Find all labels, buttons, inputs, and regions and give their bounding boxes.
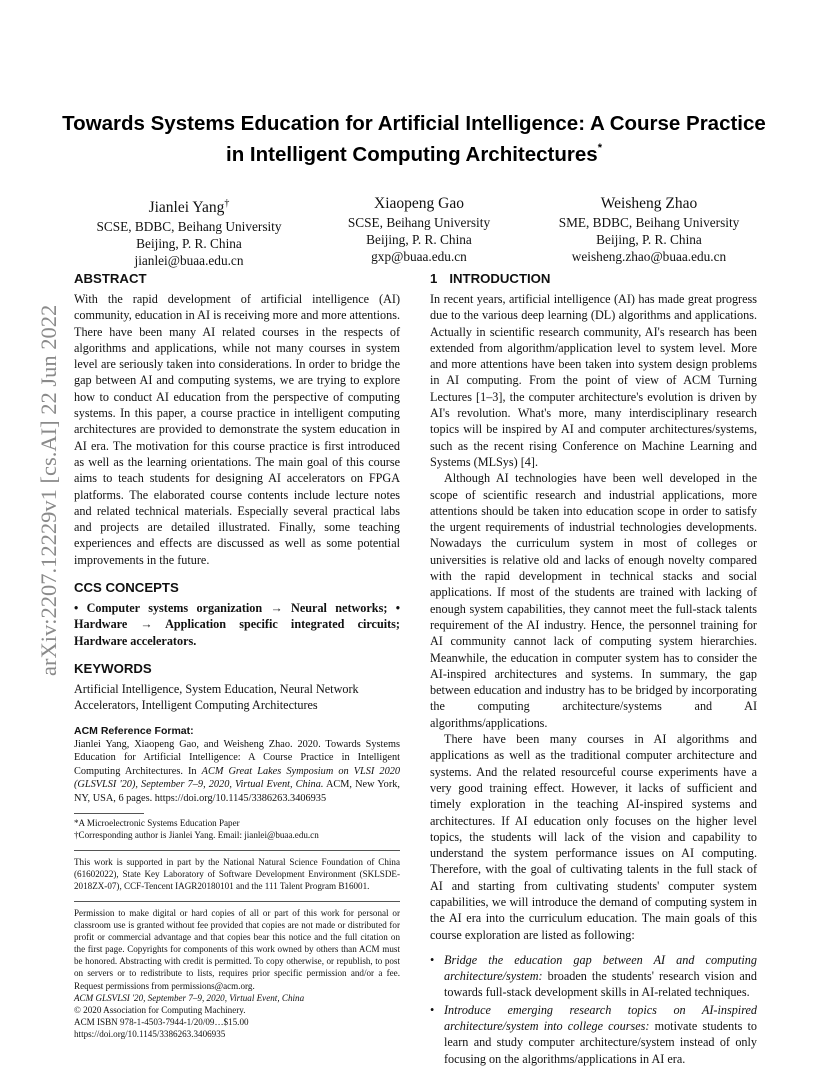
intro-heading: 1 INTRODUCTION xyxy=(430,271,551,286)
author-affiliation: SCSE, Beihang University xyxy=(347,215,491,230)
author-affiliation: SME, BDBC, Beihang University xyxy=(558,215,740,230)
author-name: Xiaopeng Gao xyxy=(374,195,464,212)
reference-format-text: Jianlei Yang, Xiaopeng Gao, and Weisheng Zhao. 2020. Towards Systems Education for Artificial Intelligence: A Course Practice in Intelligent Computing Architectures. In ACM Great Lakes Symposium on VLSI 2020 (GLSVLSI '20), September 7–9, 2020, Virtual Event, China. ACM, New York, NY, USA, 6 pages. https://doi.org/10.1145/3386263.3406935 xyxy=(74,738,401,804)
ccs-text: • Computer systems organization → Neural networks; • Hardware → Application specific integrated circuits; Hardware accelerators. xyxy=(74,601,400,648)
conference-line: ACM GLSVLSI '20, September 7–9, 2020, Virtual Event, China xyxy=(74,992,305,1003)
reference-venue: ACM Great Lakes Symposium on VLSI 2020 (GLSVLSI '20), September 7–9, 2020, Virtual Event, China. xyxy=(74,765,401,791)
left-column xyxy=(74,270,400,1040)
doi-line: https://doi.org/10.1145/3386263.3406935 xyxy=(74,1028,226,1039)
funding-rule xyxy=(74,850,400,851)
reference-format-heading: ACM Reference Format: xyxy=(74,724,194,737)
author-email: jianlei@buaa.edu.cn xyxy=(134,253,244,269)
paper-title xyxy=(60,110,768,168)
funding-note: This work is supported in part by the National Natural Science Foundation of China (61602022), State Key Laboratory of Software Development Environment (SKLSDE-2018ZX-07), CCF-Tencent IAGR20180101 and the 111 Talent Program B16001. xyxy=(74,856,400,891)
abstract-text: With the rapid development of artificial intelligence (AI) community, education in AI is receiving more and more attentions. There have been many AI related courses in the respects of algorithms and applications, while not many courses in system level are seriously taken into considerations. In order to bridge the gap between AI and computing systems, we are trying to explore how to conduct AI education from the perspective of computing systems. In this paper, a course practice in intelligent computing architectures are provided to demonstrate the system education in AI era. The motivation for this course practice is first introduced as well as the learning orientations. The main goal of this course aims to teach students for designing AI accelerators on FPGA platforms. The elaborated course contents include lecture notes and related technical materials. Especially several practical labs and projects are detailed illustrated. Finally, some teaching experiences and effects are discussed as well as some potential improvements in the future. xyxy=(74,292,400,567)
isbn-line: ACM ISBN 978-1-4503-7944-1/20/09…$15.00 xyxy=(74,1016,249,1027)
keywords-text: Artificial Intelligence, System Education, Neural Network Accelerators, Intelligent Computing Architectures xyxy=(74,681,359,713)
list-item: • Bridge the education gap between AI and computing architecture/system: broaden the students' research vision and towards full-stack development skills in AI-related techniques. xyxy=(430,952,757,1000)
footnote-2: †Corresponding author is Jianlei Yang. Email: jianlei@buaa.edu.cn xyxy=(74,829,319,840)
list-item: • Introduce emerging research topics on AI-inspired architecture/system into college courses: motivate students to learn and study computer architecture/system instead of only focusing on the algorithms/applications in AI era. xyxy=(430,1002,757,1066)
author-email: weisheng.zhao@buaa.edu.cn xyxy=(571,249,727,264)
bullet-icon: • xyxy=(430,1002,435,1017)
author-block xyxy=(74,194,764,269)
author-1 xyxy=(74,194,304,269)
title-text: Towards Systems Education for Artificial Intelligence: A Course Practice in Intelligent Computing Architectures xyxy=(62,112,766,166)
author-3 xyxy=(534,194,764,269)
arxiv-stamp: arXiv:2207.12229v1 [cs.AI] 22 Jun 2022 xyxy=(36,304,61,676)
goals-list xyxy=(430,952,757,1067)
author-location: Beijing, P. R. China xyxy=(596,232,702,247)
title-mark: * xyxy=(597,142,602,154)
right-column xyxy=(430,270,757,1068)
author-location: Beijing, P. R. China xyxy=(136,236,242,252)
footnote-rule xyxy=(74,813,144,814)
ccs-heading: CCS CONCEPTS xyxy=(74,580,179,596)
abstract-heading: ABSTRACT xyxy=(74,271,147,286)
intro-paragraph-1: In recent years, artificial intelligence (AI) has made great progress due to the various deep learning (DL) algorithms and applications. Actually in scientific research community, AI's research has been extended from algorithm/application level to system level. More and more attentions have been taken into system design problems in AI computing. From the point of view of ACM Turning Lectures [1–3], the computer architecture's evolution is driven by AI's revolution. What's more, many interdisciplinary research topics will be inspired by AI and computer architectures/systems, such as the recent rising Conference on Machine Learning and Systems (MLSys) [4]. xyxy=(430,292,757,469)
author-location: Beijing, P. R. China xyxy=(366,232,472,247)
copyright-line: © 2020 Association for Computing Machinery. xyxy=(74,1004,246,1015)
permission-rule xyxy=(74,901,400,902)
keywords-heading: KEYWORDS xyxy=(74,660,152,676)
author-name: Jianlei Yang† xyxy=(148,198,230,217)
author-affiliation: SCSE, BDBC, Beihang University xyxy=(96,219,282,235)
author-name: Weisheng Zhao xyxy=(600,195,698,212)
footnote-1: *A Microelectronic Systems Education Paper xyxy=(74,817,240,828)
intro-paragraph-2: Although AI technologies have been well developed in the scope of scientific research and industrial applications, more attentions should be taken into education scope in order to satisfy the urgent requirements of industrial technologies developments. Nowadays the curriculum system in most of colleges or universities is relative old and lacks of enough novelty compared with the rapid development in technical stacks and social applications. If most of the students are trained with lacking of enough system capabilities, they cannot meet the full-stack talents requirement of the AI industry. Hence, the personnel training for AI community cannot lack of computing system hierarchies. Meanwhile, the education in computer system has to consider the AI-inspired architectures and systems. In summary, the gap between education and industry has to be bridged by incorporating the computing architecture/systems and AI algorithms/applications. xyxy=(430,471,757,730)
author-email: gxp@buaa.edu.cn xyxy=(371,249,467,264)
intro-paragraph-3: There have been many courses in AI algorithms and applications as well as the traditional computer architecture and systems. And the related resourceful course experiments have a very good training effect. However, it lacks of sufficient and timely exploration in the teaching AI-inspired systems and architectures. If AI education only focuses on the higher level topics, the students will lack of the vision and capability to understand the system performance issues on AI computing. Therefore, with the goal of cultivating talents in the full stack of AI and starting from cultivating students' computer system capabilities, we will introduce the demand of computing system in the AI era into the curriculum education. The main goals of this course exploration are listed as following: xyxy=(430,732,757,942)
bullet-icon: • xyxy=(430,952,435,967)
permission-note: Permission to make digital or hard copies of all or part of this work for personal or classroom use is granted without fee provided that copies are not made or distributed for profit or commercial advantage and that copies bear this notice and the full citation on the first page. Copyrights for components of this work owned by others than ACM must be honored. Abstracting with credit is permitted. To copy otherwise, or republish, to post on servers or to redistribute to lists, requires prior specific permission and/or a fee. Request permissions from permissions@acm.org. xyxy=(74,907,400,991)
author-2 xyxy=(304,194,534,269)
